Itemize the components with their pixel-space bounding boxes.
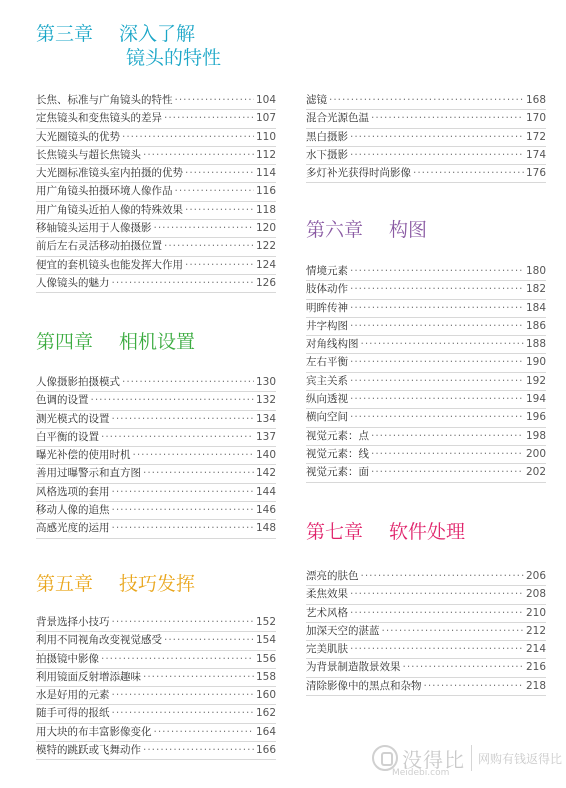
toc-chapter-3 [36,92,276,293]
toc-entry-page: 140 [255,449,276,462]
toc-entry-title: 色调的设置 [36,394,89,407]
toc-entry-title: 漂亮的肤色 [306,570,359,582]
chapter-5-number: 第五章 [36,573,94,595]
toc-entry-page: 132 [255,394,276,407]
toc-entry-title: 柔焦效果 [306,588,348,601]
toc-entry-title: 测光模式的设置 [36,412,110,425]
toc-entry-page: 196 [525,411,546,424]
toc-leader-dots [350,604,524,622]
toc-entry [306,300,546,318]
toc-leader-dots [371,427,524,445]
toc-chapter-5 [36,614,276,760]
toc-entry-page: 126 [255,276,276,289]
toc-leader-dots [101,650,254,668]
toc-leader-dots [154,219,254,237]
toc-chapter-4 [36,374,276,539]
chapter-4-number: 第四章 [36,331,94,353]
chapter-5-heading [36,572,195,596]
toc-entry [36,705,276,723]
toc-entry [306,641,546,659]
toc-entry-title: 滤镜 [306,94,327,106]
toc-entry [306,92,546,110]
toc-entry [36,520,276,538]
toc-entry [306,373,546,391]
toc-leader-dots [403,658,524,676]
toc-entry-page: 156 [255,652,276,665]
watermark-divider [471,745,472,771]
toc-entry [306,336,546,354]
toc-entry-page: 182 [525,283,546,296]
toc-entry-title: 纵向透视 [306,393,348,406]
toc-leader-dots [329,91,524,109]
toc-leader-dots [122,128,254,146]
toc-leader-dots [185,164,254,182]
toc-entry [306,147,546,165]
toc-entry-title: 视觉元素：面 [306,466,369,479]
toc-entry-title: 艺术风格 [306,606,348,619]
toc-entry [36,257,276,275]
toc-entry [306,586,546,604]
toc-leader-dots [350,585,524,603]
toc-entry-page: 166 [255,744,276,757]
toc-entry-title: 前后左右灵活移动拍摄位置 [36,240,162,253]
toc-entry [306,165,546,183]
toc-entry-page: 212 [525,624,546,637]
chapter-4-title: 相机设置 [119,331,196,353]
toc-leader-dots [112,519,254,537]
toc-entry-page: 176 [525,167,546,180]
toc-entry-title: 多灯补光获得时尚影像 [306,167,411,180]
toc-entry [36,129,276,147]
toc-entry [36,614,276,632]
toc-leader-dots [424,677,524,695]
toc-entry-page: 107 [255,112,276,125]
toc-leader-dots [350,353,524,371]
toc-leader-dots [350,262,524,280]
toc-entry-title: 用广角镜头近拍人像的特殊效果 [36,203,183,216]
toc-entry [36,202,276,220]
toc-leader-dots [413,164,524,182]
toc-entry [306,678,546,696]
toc-entry-page: 104 [255,94,276,106]
toc-entry [36,465,276,483]
toc-entry-title: 宾主关系 [306,374,348,387]
toc-entry-title: 混合光源色温 [306,112,369,125]
toc-entry-page: 148 [255,522,276,535]
toc-entry [36,669,276,687]
toc-leader-dots [143,146,254,164]
toc-entry [306,318,546,336]
toc-chapter-6 [306,263,546,483]
toc-entry-title: 视觉元素：线 [306,447,369,460]
watermark [372,734,562,782]
toc-leader-dots [143,464,254,482]
toc-leader-dots [350,299,524,317]
toc-leader-dots [350,280,524,298]
toc-leader-dots [122,373,254,391]
toc-entry-title: 利用不同视角改变视觉感受 [36,634,162,647]
toc-entry-page: 114 [255,167,276,180]
toc-leader-dots [112,704,254,722]
toc-entry-title: 长焦、标准与广角镜头的特性 [36,94,173,106]
toc-entry [36,238,276,256]
toc-entry-page: 146 [255,504,276,517]
chapter-3-title-line2: 镜头的特性 [126,47,222,69]
toc-leader-dots [91,391,254,409]
toc-entry-title: 背景选择小技巧 [36,616,110,628]
toc-entry-page: 192 [525,374,546,387]
toc-entry [36,183,276,201]
toc-entry [36,392,276,410]
toc-leader-dots [185,201,254,219]
toc-entry-page: 202 [525,466,546,479]
toc-entry-title: 人像摄影拍摄模式 [36,376,120,388]
toc-entry-page: 188 [525,338,546,351]
toc-entry-page: 130 [255,376,276,388]
toc-entry [306,659,546,677]
toc-entry-title: 模特的跳跃或飞舞动作 [36,744,141,757]
toc-entry-page: 134 [255,412,276,425]
toc-entry-title: 风格选项的套用 [36,485,110,498]
toc-entry [36,447,276,465]
chapter-6-heading [306,218,427,242]
toc-entry-page: 200 [525,447,546,460]
toc-leader-dots [350,372,524,390]
toc-entry [306,281,546,299]
toc-entry [36,275,276,293]
toc-entry [36,742,276,760]
toc-entry [306,568,546,586]
toc-entry [306,605,546,623]
toc-entry-page: 144 [255,485,276,498]
toc-entry-page: 122 [255,240,276,253]
toc-leader-dots [185,256,254,274]
toc-entry-title: 便宜的套机镜头也能发挥大作用 [36,258,183,271]
chapter-6-number: 第六章 [306,219,364,241]
toc-entry-title: 人像镜头的魅力 [36,276,110,289]
toc-entry [36,165,276,183]
toc-leader-dots [361,567,524,585]
toc-entry-title: 大光圈标准镜头室内拍摄的优势 [36,167,183,180]
toc-entry-title: 定焦镜头和变焦镜头的差异 [36,112,162,125]
toc-entry [36,632,276,650]
toc-entry-title: 水下摄影 [306,148,348,161]
watermark-brand: 没得比 [402,747,465,772]
toc-entry-page: 216 [525,661,546,674]
toc-entry-title: 用广角镜头拍摄环境人像作品 [36,185,173,198]
toc-entry-title: 移轴镜头运用于人像摄影 [36,222,152,235]
toc-entry-title: 横向空间 [306,411,348,424]
toc-entry [306,354,546,372]
toc-leader-dots [350,146,524,164]
toc-entry [36,502,276,520]
toc-leader-dots [112,686,254,704]
toc-entry-title: 情境元素 [306,265,348,277]
toc-leader-dots [164,109,254,127]
toc-entry-title: 肢体动作 [306,283,348,296]
toc-entry-page: 142 [255,467,276,480]
toc-leader-dots [112,410,254,428]
toc-leader-dots [143,668,254,686]
toc-entry-page: 208 [525,588,546,601]
toc-entry-title: 大光圈镜头的优势 [36,130,120,143]
toc-entry [306,446,546,464]
toc-leader-dots [350,128,524,146]
watermark-slogan: 网购有钱返得比 [478,751,563,766]
toc-entry-page: 184 [525,301,546,314]
toc-entry-page: 110 [255,130,276,143]
toc-entry-page: 118 [255,203,276,216]
toc-leader-dots [350,390,524,408]
toc-entry [36,147,276,165]
chapter-3-title: 深入了解 [119,23,196,45]
toc-leader-dots [101,428,254,446]
toc-leader-dots [112,501,254,519]
toc-leader-dots [143,741,254,759]
chapter-3-number: 第三章 [36,23,94,45]
toc-entry-page: 137 [255,430,276,443]
toc-leader-dots [175,182,254,200]
toc-entry-page: 116 [255,185,276,198]
toc-leader-dots [154,723,254,741]
chapter-7-number: 第七章 [306,521,364,543]
toc-leader-dots [350,408,524,426]
toc-entry [36,484,276,502]
toc-entry [36,651,276,669]
toc-entry [36,724,276,742]
toc-chapter-5-continued [306,92,546,183]
watermark-url: Meidebi.com [392,768,450,778]
toc-entry-page: 112 [255,148,276,161]
toc-entry [306,110,546,128]
toc-entry-page: 172 [525,130,546,143]
toc-entry-page: 198 [525,429,546,442]
toc-entry-title: 完美肌肤 [306,643,348,656]
toc-entry [306,263,546,281]
toc-entry-title: 对角线构图 [306,338,359,351]
toc-entry-title: 白平衡的设置 [36,430,99,443]
toc-entry-title: 清除影像中的黑点和杂物 [306,679,422,692]
toc-entry-title: 水是好用的元素 [36,689,110,702]
chapter-7-heading [306,520,465,544]
toc-entry-page: 158 [255,670,276,683]
toc-leader-dots [371,445,524,463]
toc-leader-dots [361,335,524,353]
toc-entry [36,411,276,429]
toc-entry-page: 124 [255,258,276,271]
toc-entry-page: 218 [525,679,546,692]
toc-entry [36,220,276,238]
toc-entry-title: 视觉元素：点 [306,429,369,442]
toc-chapter-7 [306,568,546,696]
toc-entry-title: 拍摄镜中影像 [36,652,99,665]
toc-entry-page: 164 [255,725,276,738]
toc-leader-dots [350,640,524,658]
toc-entry-title: 高感光度的运用 [36,522,110,535]
toc-entry-title: 井字构图 [306,319,348,332]
toc-entry [306,428,546,446]
toc-leader-dots [164,631,254,649]
toc-entry-page: 206 [525,570,546,582]
toc-leader-dots [112,613,254,631]
toc-entry [306,623,546,641]
toc-entry-page: 154 [255,634,276,647]
toc-entry-page: 152 [255,616,276,628]
toc-leader-dots [371,463,524,481]
toc-entry-title: 移动人像的追焦 [36,504,110,517]
toc-leader-dots [112,274,254,292]
toc-entry-page: 160 [255,689,276,702]
toc-entry [306,409,546,427]
toc-entry-page: 210 [525,606,546,619]
toc-entry-title: 左右平衡 [306,356,348,369]
toc-entry-page: 180 [525,265,546,277]
toc-entry-page: 186 [525,319,546,332]
toc-entry-title: 用大块的布丰富影像变化 [36,725,152,738]
toc-entry [306,391,546,409]
toc-leader-dots [133,446,254,464]
toc-entry-page: 168 [525,94,546,106]
toc-entry-title: 明眸传神 [306,301,348,314]
toc-entry-title: 曝光补偿的使用时机 [36,449,131,462]
toc-entry-title: 利用镜面反射增添趣味 [36,670,141,683]
toc-entry-title: 黑白摄影 [306,130,348,143]
toc-entry [36,687,276,705]
toc-leader-dots [112,483,254,501]
toc-entry [306,129,546,147]
toc-leader-dots [382,622,524,640]
toc-entry-title: 随手可得的报纸 [36,707,110,720]
toc-entry-title: 为背景制造散景效果 [306,661,401,674]
toc-entry [36,110,276,128]
toc-entry-title: 长焦镜头与超长焦镜头 [36,148,141,161]
toc-entry-page: 190 [525,356,546,369]
toc-entry-page: 120 [255,222,276,235]
chapter-3-heading [36,22,221,70]
toc-entry-title: 加深天空的湛蓝 [306,624,380,637]
toc-entry [36,92,276,110]
toc-leader-dots [371,109,524,127]
toc-entry-page: 214 [525,643,546,656]
toc-leader-dots [350,317,524,335]
toc-leader-dots [164,237,254,255]
toc-entry-page: 162 [255,707,276,720]
toc-entry [306,464,546,482]
chapter-6-title: 构图 [389,219,428,241]
toc-entry [36,374,276,392]
toc-entry [36,429,276,447]
toc-entry-page: 174 [525,148,546,161]
toc-entry-page: 194 [525,393,546,406]
chapter-7-title: 软件处理 [389,521,466,543]
toc-entry-title: 善用过曝警示和直方图 [36,467,141,480]
toc-leader-dots [175,91,254,109]
toc-entry-page: 170 [525,112,546,125]
chapter-5-title: 技巧发挥 [119,573,196,595]
chapter-4-heading [36,330,195,354]
